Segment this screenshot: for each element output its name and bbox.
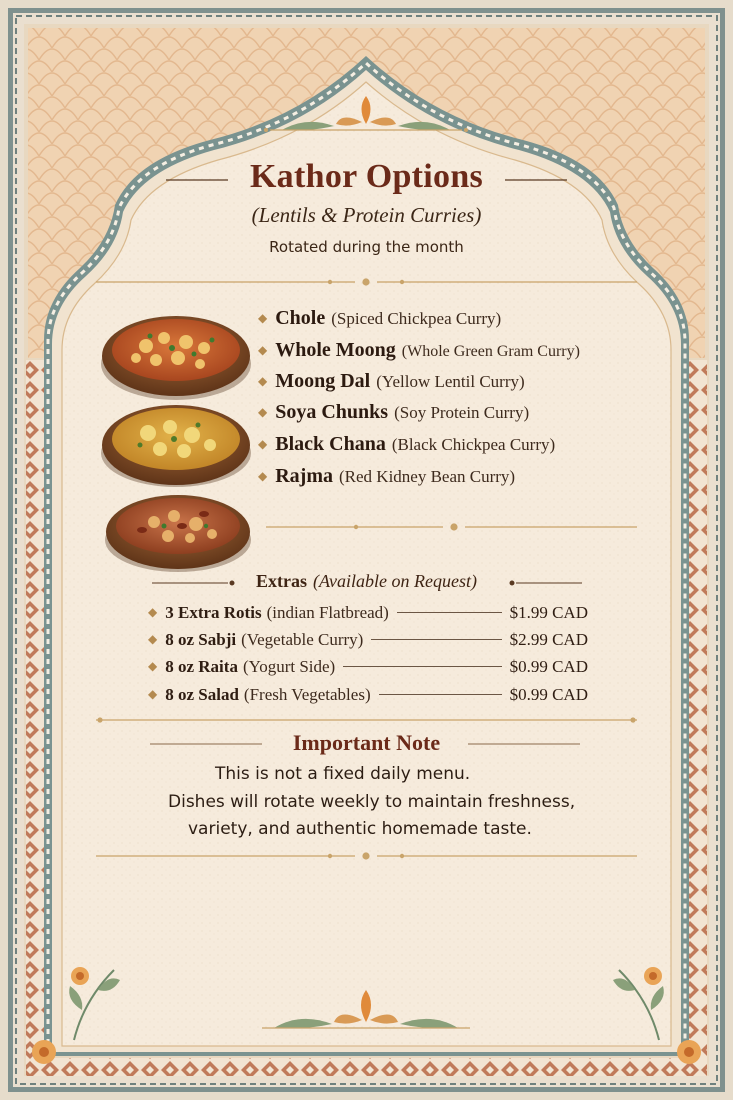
dish-item <box>258 433 555 456</box>
diamond-bullet-icon: ◆ <box>258 343 268 357</box>
diamond-bullet-icon: ◆ <box>148 659 158 673</box>
diamond-bullet-icon: ◆ <box>258 311 268 325</box>
rotation-note: Rotated during the month <box>269 238 464 256</box>
extra-price: $1.99 CAD <box>509 603 588 622</box>
dish-description: (Whole Green Gram Curry) <box>401 343 580 360</box>
extra-name: 8 oz Salad <box>165 685 239 704</box>
dish-description: (Soy Protein Curry) <box>394 403 530 422</box>
diamond-bullet-icon: ◆ <box>258 405 268 419</box>
dish-item <box>258 339 580 362</box>
extra-item <box>148 630 588 650</box>
important-note-heading: Important Note <box>292 730 441 755</box>
dish-description: (Black Chickpea Curry) <box>391 435 556 454</box>
extra-name: 8 oz Sabji <box>165 630 237 649</box>
important-note-line: Dishes will rotate weekly to maintain freshness, <box>168 792 576 812</box>
dish-item <box>258 307 501 330</box>
diamond-bullet-icon: ◆ <box>258 437 268 451</box>
diamond-bullet-icon: ◆ <box>148 687 158 701</box>
page-subtitle: (Lentils & Protein Curries) <box>251 203 482 227</box>
extras-title: Extras <box>256 571 308 591</box>
dish-description: (Spiced Chickpea Curry) <box>331 309 502 328</box>
extra-description: (Yogurt Side) <box>242 657 336 676</box>
dish-name: Rajma <box>275 465 333 487</box>
extra-description: (Fresh Vegetables) <box>243 685 371 704</box>
curry-bowl-rajma <box>105 495 251 572</box>
diamond-bullet-icon: ◆ <box>148 632 158 646</box>
extras-availability: (Available on Request) <box>313 571 477 591</box>
leader-line <box>397 612 502 613</box>
dish-name: Black Chana <box>275 433 386 455</box>
diamond-bullet-icon: ◆ <box>258 469 268 483</box>
extra-price: $0.99 CAD <box>509 685 588 704</box>
diamond-bullet-icon: ◆ <box>258 374 268 388</box>
extra-item <box>148 685 588 705</box>
diamond-bullet-icon: ◆ <box>148 605 158 619</box>
important-note-line: variety, and authentic homemade taste. <box>188 819 532 839</box>
extras-heading <box>0 571 733 592</box>
page-title: Kathor Options <box>249 158 484 195</box>
extra-description: (Vegetable Curry) <box>241 630 364 649</box>
important-note-line: This is not a fixed daily menu. <box>215 764 471 784</box>
extra-price: $2.99 CAD <box>509 630 588 649</box>
leader-line <box>379 694 502 695</box>
leader-line <box>343 666 501 667</box>
dish-item <box>258 370 525 393</box>
dish-description: (Red Kidney Bean Curry) <box>339 467 516 486</box>
curry-bowl-chole <box>101 316 251 400</box>
extra-price: $0.99 CAD <box>509 657 588 676</box>
leader-line <box>371 639 501 640</box>
dish-item <box>258 465 515 488</box>
extra-item <box>148 603 588 623</box>
dish-name: Chole <box>275 307 326 329</box>
extra-name: 3 Extra Rotis <box>165 603 262 622</box>
curry-bowl-moong <box>101 405 251 487</box>
dish-name: Moong Dal <box>275 370 371 392</box>
extra-description: (indian Flatbread) <box>266 603 389 622</box>
dish-item <box>258 401 529 424</box>
extra-name: 8 oz Raita <box>165 657 238 676</box>
dish-name: Whole Moong <box>275 339 396 361</box>
dish-description: (Yellow Lentil Curry) <box>376 372 525 391</box>
dish-name: Soya Chunks <box>275 401 389 423</box>
extra-item <box>148 657 588 677</box>
